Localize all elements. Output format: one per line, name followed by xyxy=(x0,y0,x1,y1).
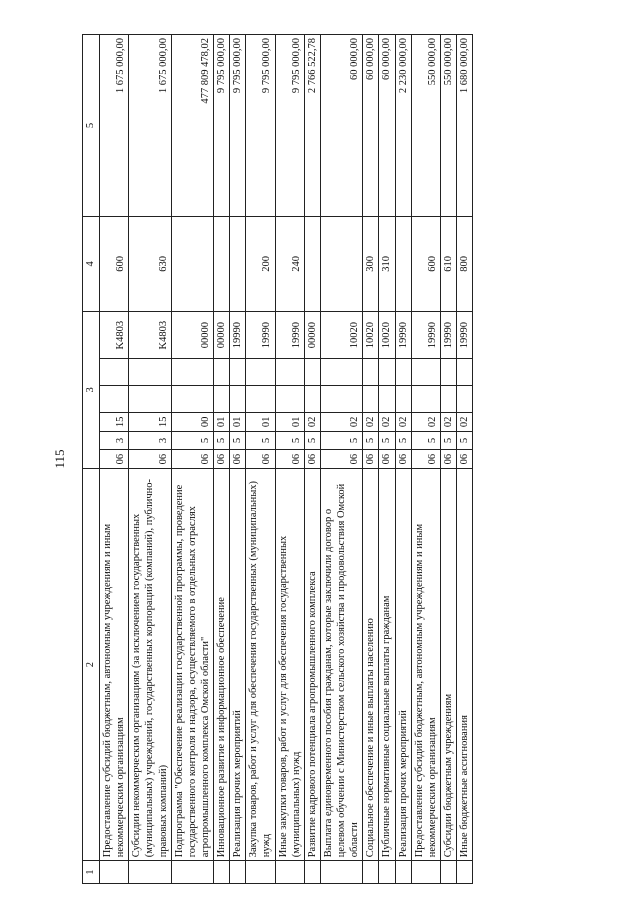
row-description: Подпрограмма "Обеспечение реализации государственной программы, проведение государственного контроля и надзора, осуществляемого в отдельных отраслях агропромышленного комплекса Омской области" xyxy=(171,468,213,860)
table-row xyxy=(395,35,411,884)
row-number-cell xyxy=(171,861,213,884)
row-expense-type: 200 xyxy=(246,216,275,311)
row-code-3: 02 xyxy=(411,413,440,432)
row-amount: 9 795 000,00 xyxy=(214,35,230,217)
row-expense-type xyxy=(214,216,230,311)
row-amount: 9 795 000,00 xyxy=(246,35,275,217)
row-code-1: 06 xyxy=(304,450,320,469)
row-code-4 xyxy=(379,386,395,413)
row-expense-type: 300 xyxy=(363,216,379,311)
row-code-2: 5 xyxy=(275,431,304,450)
table-row xyxy=(275,35,304,884)
row-code-5 xyxy=(320,359,362,386)
row-code-1: 06 xyxy=(395,450,411,469)
row-description: Социальное обеспечение и иные выплаты населению xyxy=(363,468,379,860)
row-number-cell xyxy=(214,861,230,884)
row-code-6: K4803 xyxy=(129,311,171,359)
row-amount: 550 000,00 xyxy=(411,35,440,217)
row-code-4 xyxy=(395,386,411,413)
row-code-6: 00000 xyxy=(304,311,320,359)
row-code-6: 19990 xyxy=(457,311,473,359)
row-expense-type: 600 xyxy=(100,216,129,311)
row-code-3: 00 xyxy=(171,413,213,432)
row-code-5 xyxy=(214,359,230,386)
row-expense-type xyxy=(304,216,320,311)
row-code-5 xyxy=(275,359,304,386)
table-row xyxy=(320,35,362,884)
row-number-cell xyxy=(129,861,171,884)
table-row xyxy=(214,35,230,884)
row-code-6: 19990 xyxy=(440,311,456,359)
row-code-2: 5 xyxy=(379,431,395,450)
table-row xyxy=(379,35,395,884)
row-number-cell xyxy=(275,861,304,884)
row-code-4 xyxy=(171,386,213,413)
row-code-3: 02 xyxy=(320,413,362,432)
row-description: Выплата единовременного пособия гражданам, которые заключили договор о целевом обучении с Министерством сельского хозяйства и продовольствия Омской области xyxy=(320,468,362,860)
row-code-5 xyxy=(171,359,213,386)
row-code-4 xyxy=(246,386,275,413)
row-code-2: 3 xyxy=(100,431,129,450)
row-code-3: 01 xyxy=(246,413,275,432)
row-code-1: 06 xyxy=(411,450,440,469)
row-description: Иные бюджетные ассигнования xyxy=(457,468,473,860)
row-description: Субсидии некоммерческим организациям (за исключением государственных (муниципальных) учреждений, государственных корпораций (компаний), публично-правовых компаний) xyxy=(129,468,171,860)
row-code-6: 00000 xyxy=(214,311,230,359)
row-code-1: 06 xyxy=(363,450,379,469)
row-code-6: 10020 xyxy=(320,311,362,359)
table-row xyxy=(304,35,320,884)
row-amount: 2 766 522,78 xyxy=(304,35,320,217)
row-number-cell xyxy=(246,861,275,884)
row-code-2: 5 xyxy=(214,431,230,450)
row-code-2: 5 xyxy=(395,431,411,450)
row-amount: 60 000,00 xyxy=(320,35,362,217)
header-row xyxy=(83,35,100,884)
row-number-cell xyxy=(411,861,440,884)
row-code-1: 06 xyxy=(100,450,129,469)
row-description: Предоставление субсидий бюджетным, автономным учреждениям и иным некоммерческим организациям xyxy=(411,468,440,860)
row-code-3: 02 xyxy=(440,413,456,432)
row-code-2: 3 xyxy=(129,431,171,450)
row-code-2: 5 xyxy=(457,431,473,450)
row-description: Субсидии бюджетным учреждениям xyxy=(440,468,456,860)
row-code-5 xyxy=(395,359,411,386)
row-code-5 xyxy=(230,359,246,386)
row-description: Публичные нормативные социальные выплаты гражданам xyxy=(379,468,395,860)
row-number-cell xyxy=(363,861,379,884)
row-code-6: 10020 xyxy=(379,311,395,359)
row-code-3: 02 xyxy=(379,413,395,432)
row-code-4 xyxy=(214,386,230,413)
row-code-4 xyxy=(363,386,379,413)
row-description: Иные закупки товаров, работ и услуг для обеспечения государственных (муниципальных) нужд xyxy=(275,468,304,860)
row-code-6: 19990 xyxy=(411,311,440,359)
row-code-1: 06 xyxy=(230,450,246,469)
row-expense-type: 630 xyxy=(129,216,171,311)
row-amount: 60 000,00 xyxy=(379,35,395,217)
row-code-1: 06 xyxy=(246,450,275,469)
row-code-5 xyxy=(379,359,395,386)
budget-table xyxy=(82,34,473,884)
row-amount: 477 809 478,02 xyxy=(171,35,213,217)
table-row xyxy=(363,35,379,884)
row-code-2: 5 xyxy=(363,431,379,450)
row-description: Предоставление субсидий бюджетным, автономным учреждениям и иным некоммерческим организациям xyxy=(100,468,129,860)
row-number-cell xyxy=(457,861,473,884)
row-expense-type: 610 xyxy=(440,216,456,311)
table-row xyxy=(440,35,456,884)
row-code-4 xyxy=(129,386,171,413)
row-code-1: 06 xyxy=(457,450,473,469)
row-code-2: 5 xyxy=(440,431,456,450)
row-code-3: 02 xyxy=(457,413,473,432)
row-description: Закупка товаров, работ и услуг для обеспечения государственных (муниципальных) нужд xyxy=(246,468,275,860)
row-code-1: 06 xyxy=(214,450,230,469)
row-code-5 xyxy=(304,359,320,386)
row-code-6: 19990 xyxy=(230,311,246,359)
row-code-1: 06 xyxy=(320,450,362,469)
row-code-3: 01 xyxy=(230,413,246,432)
row-amount: 60 000,00 xyxy=(363,35,379,217)
row-number-cell xyxy=(230,861,246,884)
row-code-1: 06 xyxy=(379,450,395,469)
table-row xyxy=(171,35,213,884)
row-description: Реализация прочих мероприятий xyxy=(230,468,246,860)
row-code-4 xyxy=(320,386,362,413)
row-code-4 xyxy=(275,386,304,413)
row-number-cell xyxy=(395,861,411,884)
row-description: Развитие кадрового потенциала агропромышленного комплекса xyxy=(304,468,320,860)
row-code-6: K4803 xyxy=(100,311,129,359)
row-amount: 2 230 000,00 xyxy=(395,35,411,217)
table-row xyxy=(246,35,275,884)
header-col-4: 4 xyxy=(83,216,100,311)
table-row xyxy=(230,35,246,884)
row-number-cell xyxy=(304,861,320,884)
row-amount: 1 675 000,00 xyxy=(129,35,171,217)
row-code-2: 5 xyxy=(171,431,213,450)
row-number-cell xyxy=(320,861,362,884)
page-number: 115 xyxy=(52,449,67,469)
rotated-content xyxy=(52,34,588,884)
row-expense-type xyxy=(230,216,246,311)
row-code-3: 02 xyxy=(363,413,379,432)
row-code-4 xyxy=(100,386,129,413)
row-code-2: 5 xyxy=(320,431,362,450)
row-code-6: 19990 xyxy=(395,311,411,359)
row-expense-type xyxy=(395,216,411,311)
row-code-5 xyxy=(457,359,473,386)
header-col-3: 3 xyxy=(83,311,100,468)
row-code-2: 5 xyxy=(411,431,440,450)
row-code-5 xyxy=(363,359,379,386)
row-code-5 xyxy=(411,359,440,386)
row-code-5 xyxy=(440,359,456,386)
row-code-3: 02 xyxy=(395,413,411,432)
row-code-5 xyxy=(129,359,171,386)
row-amount: 9 795 000,00 xyxy=(275,35,304,217)
row-code-5 xyxy=(246,359,275,386)
row-expense-type: 240 xyxy=(275,216,304,311)
row-code-2: 5 xyxy=(246,431,275,450)
row-expense-type: 600 xyxy=(411,216,440,311)
header-col-2: 2 xyxy=(83,468,100,860)
row-code-1: 06 xyxy=(275,450,304,469)
row-code-6: 00000 xyxy=(171,311,213,359)
row-code-4 xyxy=(304,386,320,413)
row-expense-type xyxy=(171,216,213,311)
row-code-4 xyxy=(457,386,473,413)
row-code-6: 19990 xyxy=(275,311,304,359)
row-code-5 xyxy=(100,359,129,386)
row-code-3: 02 xyxy=(304,413,320,432)
row-code-1: 06 xyxy=(440,450,456,469)
row-amount: 550 000,00 xyxy=(440,35,456,217)
row-expense-type xyxy=(320,216,362,311)
table-row xyxy=(457,35,473,884)
row-code-1: 06 xyxy=(129,450,171,469)
table-row xyxy=(129,35,171,884)
row-amount: 1 680 000,00 xyxy=(457,35,473,217)
row-expense-type: 310 xyxy=(379,216,395,311)
row-description: Реализация прочих мероприятий xyxy=(395,468,411,860)
row-number-cell xyxy=(440,861,456,884)
header-col-1: 1 xyxy=(83,861,100,884)
row-number-cell xyxy=(100,861,129,884)
row-amount: 9 795 000,00 xyxy=(230,35,246,217)
row-description: Инновационное развитие и информационное обеспечение xyxy=(214,468,230,860)
header-col-5: 5 xyxy=(83,35,100,217)
row-number-cell xyxy=(379,861,395,884)
row-code-2: 5 xyxy=(304,431,320,450)
table-row xyxy=(100,35,129,884)
table-row xyxy=(411,35,440,884)
row-code-4 xyxy=(440,386,456,413)
row-code-4 xyxy=(411,386,440,413)
row-code-4 xyxy=(230,386,246,413)
row-amount: 1 675 000,00 xyxy=(100,35,129,217)
row-expense-type: 800 xyxy=(457,216,473,311)
row-code-1: 06 xyxy=(171,450,213,469)
row-code-3: 01 xyxy=(214,413,230,432)
row-code-3: 15 xyxy=(129,413,171,432)
row-code-6: 19990 xyxy=(246,311,275,359)
row-code-6: 10020 xyxy=(363,311,379,359)
row-code-2: 5 xyxy=(230,431,246,450)
row-code-3: 01 xyxy=(275,413,304,432)
row-code-3: 15 xyxy=(100,413,129,432)
